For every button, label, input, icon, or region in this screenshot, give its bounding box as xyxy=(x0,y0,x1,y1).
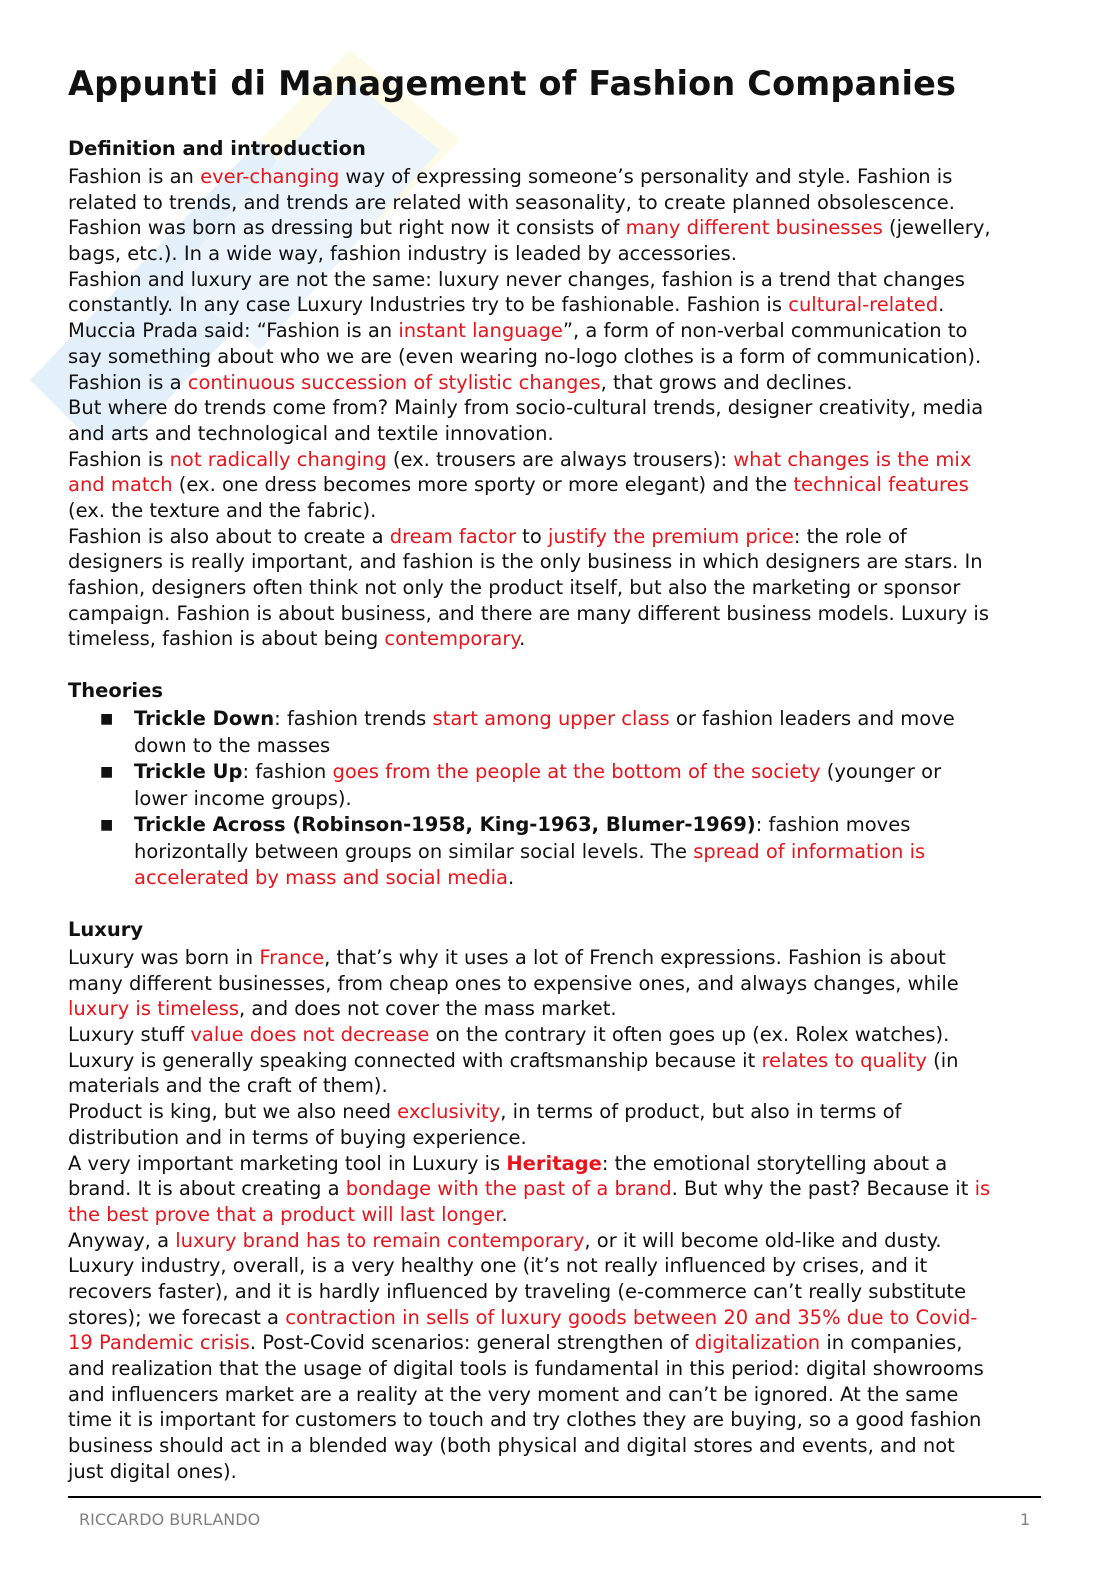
text-run: But where do trends come from? Mainly from socio-cultural trends, designer creativity, media xyxy=(68,396,984,420)
text-run: . xyxy=(508,866,515,889)
text-run: (ex. trousers are always trousers): xyxy=(386,447,734,471)
highlighted-text: the best prove that a product will last longer xyxy=(68,1202,502,1226)
bullet-item xyxy=(68,706,955,759)
text-run: : the role of xyxy=(793,524,907,548)
text-line xyxy=(68,1407,990,1433)
text-run: stores); we forecast a xyxy=(68,1305,286,1329)
text-line xyxy=(68,318,991,344)
highlighted-text: is xyxy=(974,1177,991,1201)
text-run: Fashion is an xyxy=(68,165,201,188)
page-number: 1 xyxy=(1020,1510,1031,1529)
text-run: Product is king, but we also need xyxy=(68,1100,398,1124)
text-run: time it is important for customers to touch and try clothes they are buying, so a good fashion xyxy=(68,1408,982,1432)
text-line xyxy=(68,1330,990,1356)
text-line xyxy=(68,421,991,447)
text-run: horizontally between groups on similar social levels. The xyxy=(134,839,694,863)
highlighted-text: and match xyxy=(68,473,173,497)
text-line xyxy=(68,370,991,396)
text-run: say something about who we are (even wearing no-logo clothes is a form of communication). xyxy=(68,344,982,368)
highlighted-text: instant language xyxy=(398,319,563,343)
text-line xyxy=(68,1253,990,1279)
text-line xyxy=(134,759,955,786)
page-title: Appunti di Management of Fashion Companies xyxy=(68,64,957,103)
text-run: (ex. the texture and the fabric). xyxy=(68,498,377,522)
text-line xyxy=(68,601,991,627)
text-run: timeless, fashion is about being xyxy=(68,627,385,651)
highlighted-text: digitalization xyxy=(694,1331,821,1355)
text-line xyxy=(68,344,991,370)
text-run: Fashion and luxury are not the same: luxury never changes, fashion is a trend that changes xyxy=(68,267,965,291)
text-line xyxy=(68,1382,990,1408)
text-line xyxy=(68,1176,990,1202)
text-run: : fashion trends xyxy=(274,707,433,730)
text-run: (ex. one dress becomes more sporty or more elegant) and the xyxy=(172,473,794,497)
text-line xyxy=(68,1073,990,1099)
text-run: A very important marketing tool in Luxury is xyxy=(68,1151,507,1175)
text-run: Luxury stuff xyxy=(68,1023,191,1047)
highlighted-text: 19 Pandemic crisis xyxy=(68,1331,250,1355)
text-run: (in xyxy=(926,1048,959,1072)
text-run: , that’s why it uses a lot of French expressions. Fashion is about xyxy=(324,946,946,969)
highlighted-text: France xyxy=(259,946,325,969)
highlighted-text: what changes is the mix xyxy=(733,447,972,471)
highlighted-text: spread of information is xyxy=(693,839,926,863)
highlighted-text: justify the premium price xyxy=(547,524,794,548)
text-run: just digital ones). xyxy=(68,1459,237,1483)
highlighted-text: not radically changing xyxy=(169,447,387,471)
text-line xyxy=(68,1099,990,1125)
highlighted-text: cultural-related xyxy=(788,293,939,317)
text-line xyxy=(68,472,991,498)
highlighted-text: start among upper class xyxy=(432,707,670,730)
text-line xyxy=(68,447,991,473)
text-run: recovers faster), and it is hardly influenced by traveling (e-commerce can’t really substitute xyxy=(68,1279,967,1303)
highlighted-text: luxury brand has to remain contemporary xyxy=(175,1228,585,1252)
text-line xyxy=(68,996,990,1022)
text-run: bags, etc.). In a wide way, fashion industry is leaded by accessories. xyxy=(68,242,738,266)
highlighted-text: technical features xyxy=(793,473,969,497)
highlighted-text: contemporary xyxy=(384,627,520,651)
text-line xyxy=(134,865,955,892)
text-line xyxy=(68,267,991,293)
text-run: many different businesses, from cheap ones to expensive ones, and always changes, while xyxy=(68,971,959,995)
text-line xyxy=(68,1151,990,1177)
text-run: business should act in a blended way (both physical and digital stores and events, and not xyxy=(68,1434,955,1458)
bullet-item xyxy=(68,812,955,892)
highlighted-text: luxury is timeless xyxy=(68,997,239,1021)
text-line xyxy=(134,733,955,760)
text-run: . Post-Covid scenarios: general strengthen of xyxy=(249,1331,695,1355)
text-line xyxy=(68,1305,990,1331)
text-run: ”, a form of non-verbal communication to xyxy=(562,319,968,343)
text-line xyxy=(68,575,991,601)
square-bullet-icon: ■ xyxy=(100,711,114,727)
text-run: designers is really important, and fashion is the only business in which designers are stars. In xyxy=(68,550,983,574)
luxury-body xyxy=(68,945,990,1484)
text-run: fashion, designers often think not only the product itself, but also the marketing or sponsor xyxy=(68,576,961,599)
highlighted-text: relates to quality xyxy=(761,1048,927,1072)
bullet-item xyxy=(68,759,955,812)
text-run: . xyxy=(501,1202,508,1226)
text-run: constantly. In any case Luxury Industries try to be fashionable. Fashion is xyxy=(68,293,789,317)
text-run: , in terms of product, but also in terms of xyxy=(500,1100,902,1124)
text-run: Luxury industry, overall, is a very healthy one (it’s not really influenced by crises, and it xyxy=(68,1254,928,1278)
text-run: distribution and in terms of buying experience. xyxy=(68,1125,527,1149)
text-line xyxy=(68,1356,990,1382)
text-line xyxy=(68,1048,990,1074)
text-run: Muccia Prada said: “Fashion is an xyxy=(68,319,399,343)
text-run: (younger or xyxy=(820,760,942,783)
square-bullet-icon: ■ xyxy=(100,817,114,833)
text-line xyxy=(68,1228,990,1254)
footer-author: RICCARDO BURLANDO xyxy=(79,1510,261,1529)
bold-term: Trickle Up xyxy=(134,760,243,783)
definition-body xyxy=(68,164,991,652)
text-run: , or it will become old-like and dusty. xyxy=(584,1228,942,1252)
footer-divider xyxy=(68,1496,1041,1498)
text-run: : the emotional storytelling about a xyxy=(601,1151,948,1175)
text-run: related to trends, and trends are related with seasonality, to create planned obsolescence. xyxy=(68,190,955,214)
text-run: down to the masses xyxy=(134,733,331,757)
text-run: way of expressing someone’s personality and style. Fashion is xyxy=(339,165,953,188)
text-run: or fashion leaders and move xyxy=(669,707,955,730)
section-heading-luxury: Luxury xyxy=(68,918,144,941)
bold-term: Trickle Across (Robinson-1958, King-1963, Blumer-1969) xyxy=(134,813,756,836)
text-line xyxy=(68,524,991,550)
text-line xyxy=(68,190,991,216)
text-run: and arts and technological and textile innovation. xyxy=(68,421,554,445)
highlighted-text: value does not decrease xyxy=(190,1023,430,1047)
text-run: . xyxy=(938,293,945,317)
text-run: , that grows and declines. xyxy=(600,370,853,394)
text-line xyxy=(134,786,955,813)
text-run: to xyxy=(515,524,548,548)
bold-term: Trickle Down xyxy=(134,707,275,730)
theories-list xyxy=(68,706,955,892)
text-line xyxy=(68,1279,990,1305)
text-line xyxy=(68,215,991,241)
text-run: (jewellery, xyxy=(882,216,991,240)
text-line xyxy=(134,706,955,733)
highlighted-text: contraction in sells of luxury goods between 20 and 35% due to Covid- xyxy=(285,1305,978,1329)
text-line xyxy=(68,498,991,524)
text-run: Fashion is a xyxy=(68,370,188,394)
text-run: Luxury is generally speaking connected with craftsmanship because it xyxy=(68,1048,762,1072)
text-run: on the contrary it often goes up (ex. Rolex watches). xyxy=(429,1023,950,1047)
highlighted-text: ever-changing xyxy=(200,165,340,188)
highlighted-text: many different businesses xyxy=(625,216,883,240)
text-run: and influencers market are a reality at the very moment and can’t be ignored. At the same xyxy=(68,1382,959,1406)
text-run: . xyxy=(519,627,526,651)
text-run: and realization that the usage of digital tools is fundamental in this period: digital showrooms xyxy=(68,1357,984,1380)
text-run: : fashion moves xyxy=(755,813,911,836)
highlighted-text: dream factor xyxy=(389,524,516,548)
text-line xyxy=(68,1125,990,1151)
text-run: Anyway, a xyxy=(68,1228,176,1252)
text-run: materials and the craft of them). xyxy=(68,1074,388,1098)
square-bullet-icon: ■ xyxy=(100,764,114,780)
text-run: . But why the past? Because it xyxy=(671,1177,975,1201)
text-line xyxy=(68,1433,990,1459)
text-line xyxy=(134,839,955,866)
text-run: Luxury was born in xyxy=(68,946,260,969)
text-line xyxy=(68,1202,990,1228)
text-line xyxy=(68,164,991,190)
section-heading-theories: Theories xyxy=(68,679,163,702)
text-run: campaign. Fashion is about business, and there are many different business models. Luxury is xyxy=(68,601,990,625)
text-line xyxy=(68,1459,990,1485)
text-line xyxy=(68,549,991,575)
highlighted-text: accelerated by mass and social media xyxy=(134,866,508,889)
text-line xyxy=(68,395,991,421)
section-heading-definition: Definition and introduction xyxy=(68,137,366,160)
text-line xyxy=(68,292,991,318)
text-line xyxy=(68,626,991,652)
text-run: Fashion is xyxy=(68,447,170,471)
text-line xyxy=(68,971,990,997)
highlighted-text: exclusivity xyxy=(397,1100,501,1124)
text-run: lower income groups). xyxy=(134,786,352,810)
highlighted-text: continuous succession of stylistic changes xyxy=(187,370,601,394)
text-line xyxy=(68,241,991,267)
text-line xyxy=(134,812,955,839)
text-run: Fashion is also about to create a xyxy=(68,524,390,548)
text-run: brand. It is about creating a xyxy=(68,1177,346,1201)
text-line xyxy=(68,1022,990,1048)
highlighted-text: bondage with the past of a brand xyxy=(345,1177,672,1201)
text-run: in companies, xyxy=(820,1331,963,1355)
highlighted-text: Heritage xyxy=(506,1151,602,1175)
highlighted-text: goes from the people at the bottom of the society xyxy=(332,760,821,783)
text-run: : fashion xyxy=(242,760,333,783)
text-run: Fashion was born as dressing but right now it consists of xyxy=(68,216,626,240)
text-run: , and does not cover the mass market. xyxy=(239,997,617,1021)
text-line xyxy=(68,945,990,971)
